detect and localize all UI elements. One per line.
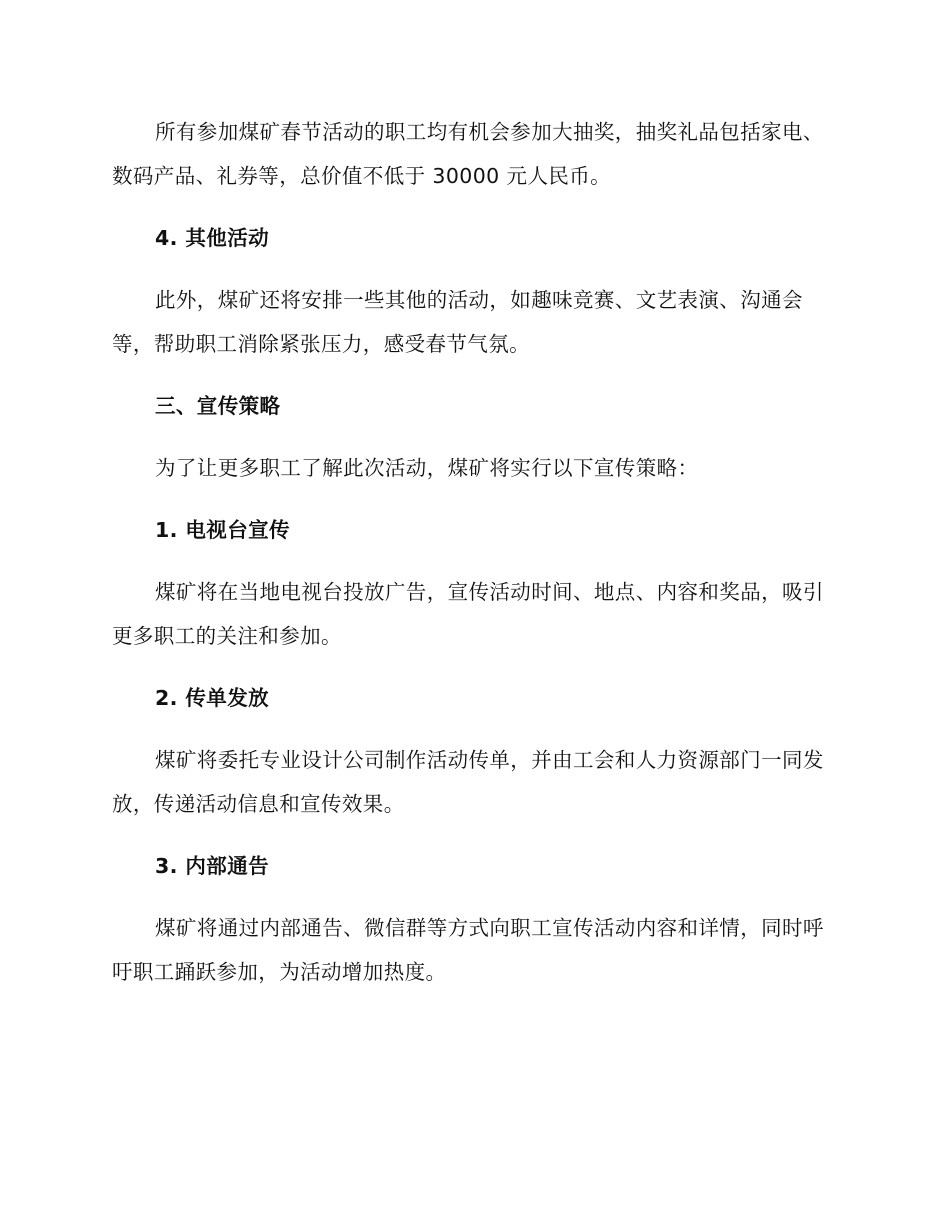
heading-internal-notice: 3. 内部通告 (155, 854, 269, 878)
heading-tv-promotion: 1. 电视台宣传 (155, 518, 290, 542)
paragraph-internal-notice: 煤矿将通过内部通告、微信群等方式向职工宣传活动内容和详情，同时呼吁职工踊跃参加，为活动增加热度。 (112, 916, 824, 984)
paragraph-tv-promotion: 煤矿将在当地电视台投放广告，宣传活动时间、地点、内容和奖品，吸引更多职工的关注和参加。 (112, 580, 824, 648)
heading-flyer-distribution: 2. 传单发放 (155, 686, 269, 710)
paragraph-other-activities: 此外，煤矿还将安排一些其他的活动，如趣味竞赛、文艺表演、沟通会等，帮助职工消除紧张压力，感受春节气氛。 (112, 288, 803, 356)
paragraph-promotion-intro: 为了让更多职工了解此次活动，煤矿将实行以下宣传策略： (155, 456, 699, 480)
heading-other-activities: 4. 其他活动 (155, 226, 269, 250)
heading-promotion-strategy: 三、宣传策略 (155, 394, 281, 418)
paragraph-lottery: 所有参加煤矿春节活动的职工均有机会参加大抽奖，抽奖礼品包括家电、数码产品、礼券等，总价值不低于 30000 元人民币。 (112, 120, 824, 188)
document-page (112, 110, 832, 1012)
paragraph-flyer-distribution: 煤矿将委托专业设计公司制作活动传单，并由工会和人力资源部门一同发放，传递活动信息和宣传效果。 (112, 748, 824, 816)
